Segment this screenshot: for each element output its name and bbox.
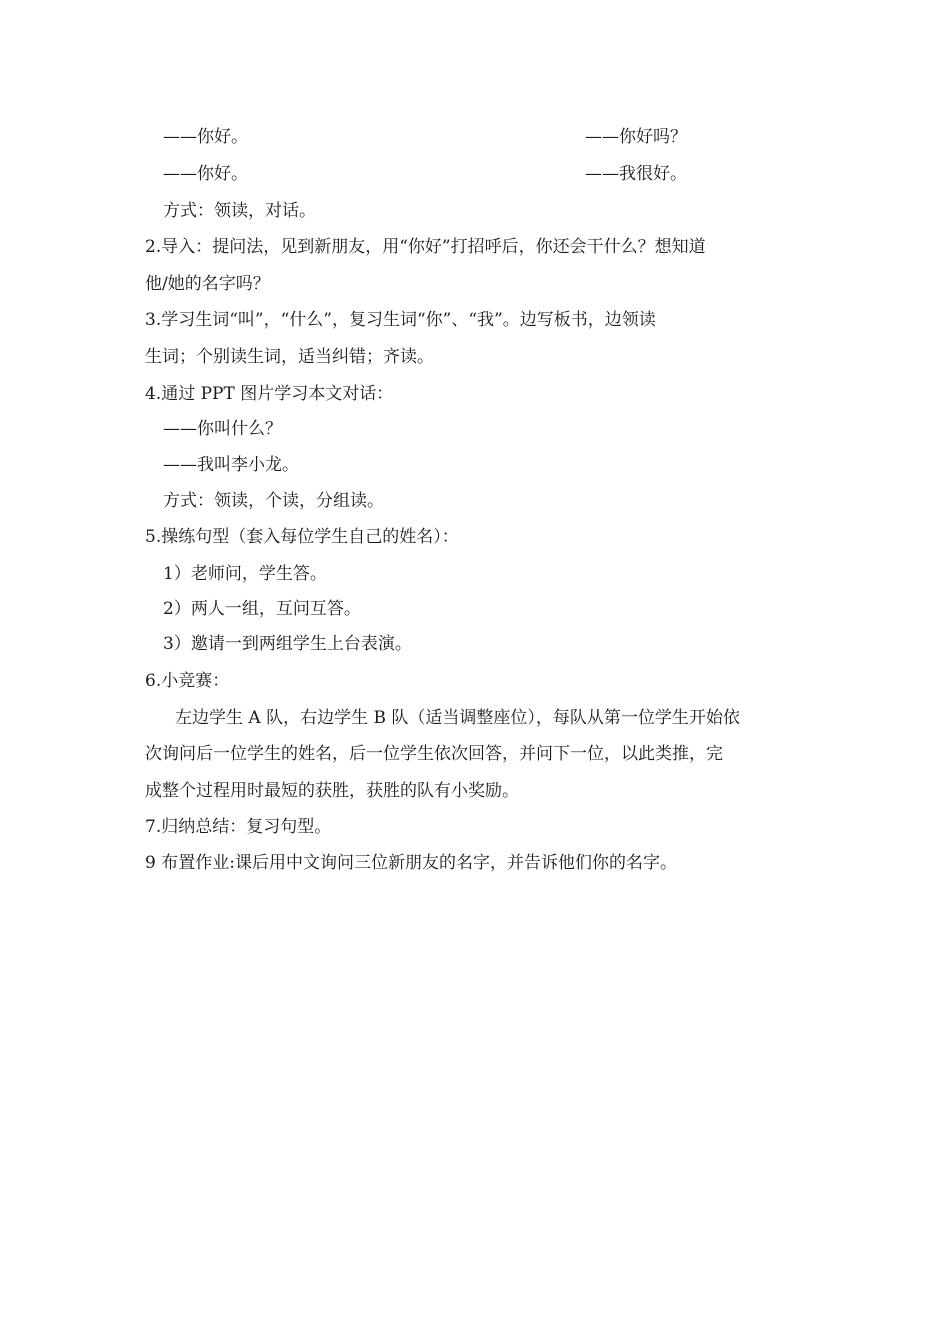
- dialogue-line: ——你叫什么？: [163, 419, 282, 439]
- dialogue-text: ——你好吗？: [585, 127, 687, 147]
- item-3-line: 3.学习生词“叫”，“什么”，复习生词“你”、“我”。边写板书，边领读: [145, 310, 656, 330]
- item-6-body: 成整个过程用时最短的获胜，获胜的队有小奖励。: [145, 781, 519, 801]
- item-5-sub: 3）邀请一到两组学生上台表演。: [163, 634, 412, 654]
- dialogue-text: ——你好。: [163, 127, 248, 147]
- dialogue-line: [163, 164, 687, 184]
- item-9-line: 9 布置作业:课后用中文询问三位新朋友的名字，并告诉他们你的名字。: [145, 853, 677, 873]
- item-3-line: 生词；个别读生词，适当纠错；齐读。: [145, 347, 434, 367]
- dialogue-line: ——我叫李小龙。: [163, 455, 299, 475]
- mode-line: 方式：领读，对话。: [163, 201, 316, 221]
- dialogue-line: [163, 127, 687, 147]
- item-7-line: 7.归纳总结：复习句型。: [145, 817, 332, 837]
- item-5-sub: 1）老师问，学生答。: [163, 564, 327, 584]
- item-6-body: 左边学生 A 队，右边学生 B 队（适当调整座位），每队从第一位学生开始依: [175, 708, 740, 728]
- item-6-line: 6.小竞赛：: [145, 671, 230, 691]
- mode-line: 方式：领读，个读，分组读。: [163, 491, 384, 511]
- dialogue-text: ——我很好。: [585, 164, 687, 184]
- item-2-line: 他/她的名字吗？: [145, 274, 270, 294]
- dialogue-text: ——你好。: [163, 164, 248, 184]
- item-5-line: 5.操练句型（套入每位学生自己的姓名）：: [145, 527, 459, 547]
- item-4-line: 4.通过 PPT 图片学习本文对话：: [145, 384, 394, 404]
- item-2-line: 2.导入：提问法，见到新朋友，用“你好”打招呼后，你还会干什么？想知道: [145, 237, 706, 257]
- item-6-body: 次询问后一位学生的姓名，后一位学生依次回答，并问下一位，以此类推，完: [145, 744, 723, 764]
- item-5-sub: 2）两人一组，互问互答。: [163, 599, 361, 619]
